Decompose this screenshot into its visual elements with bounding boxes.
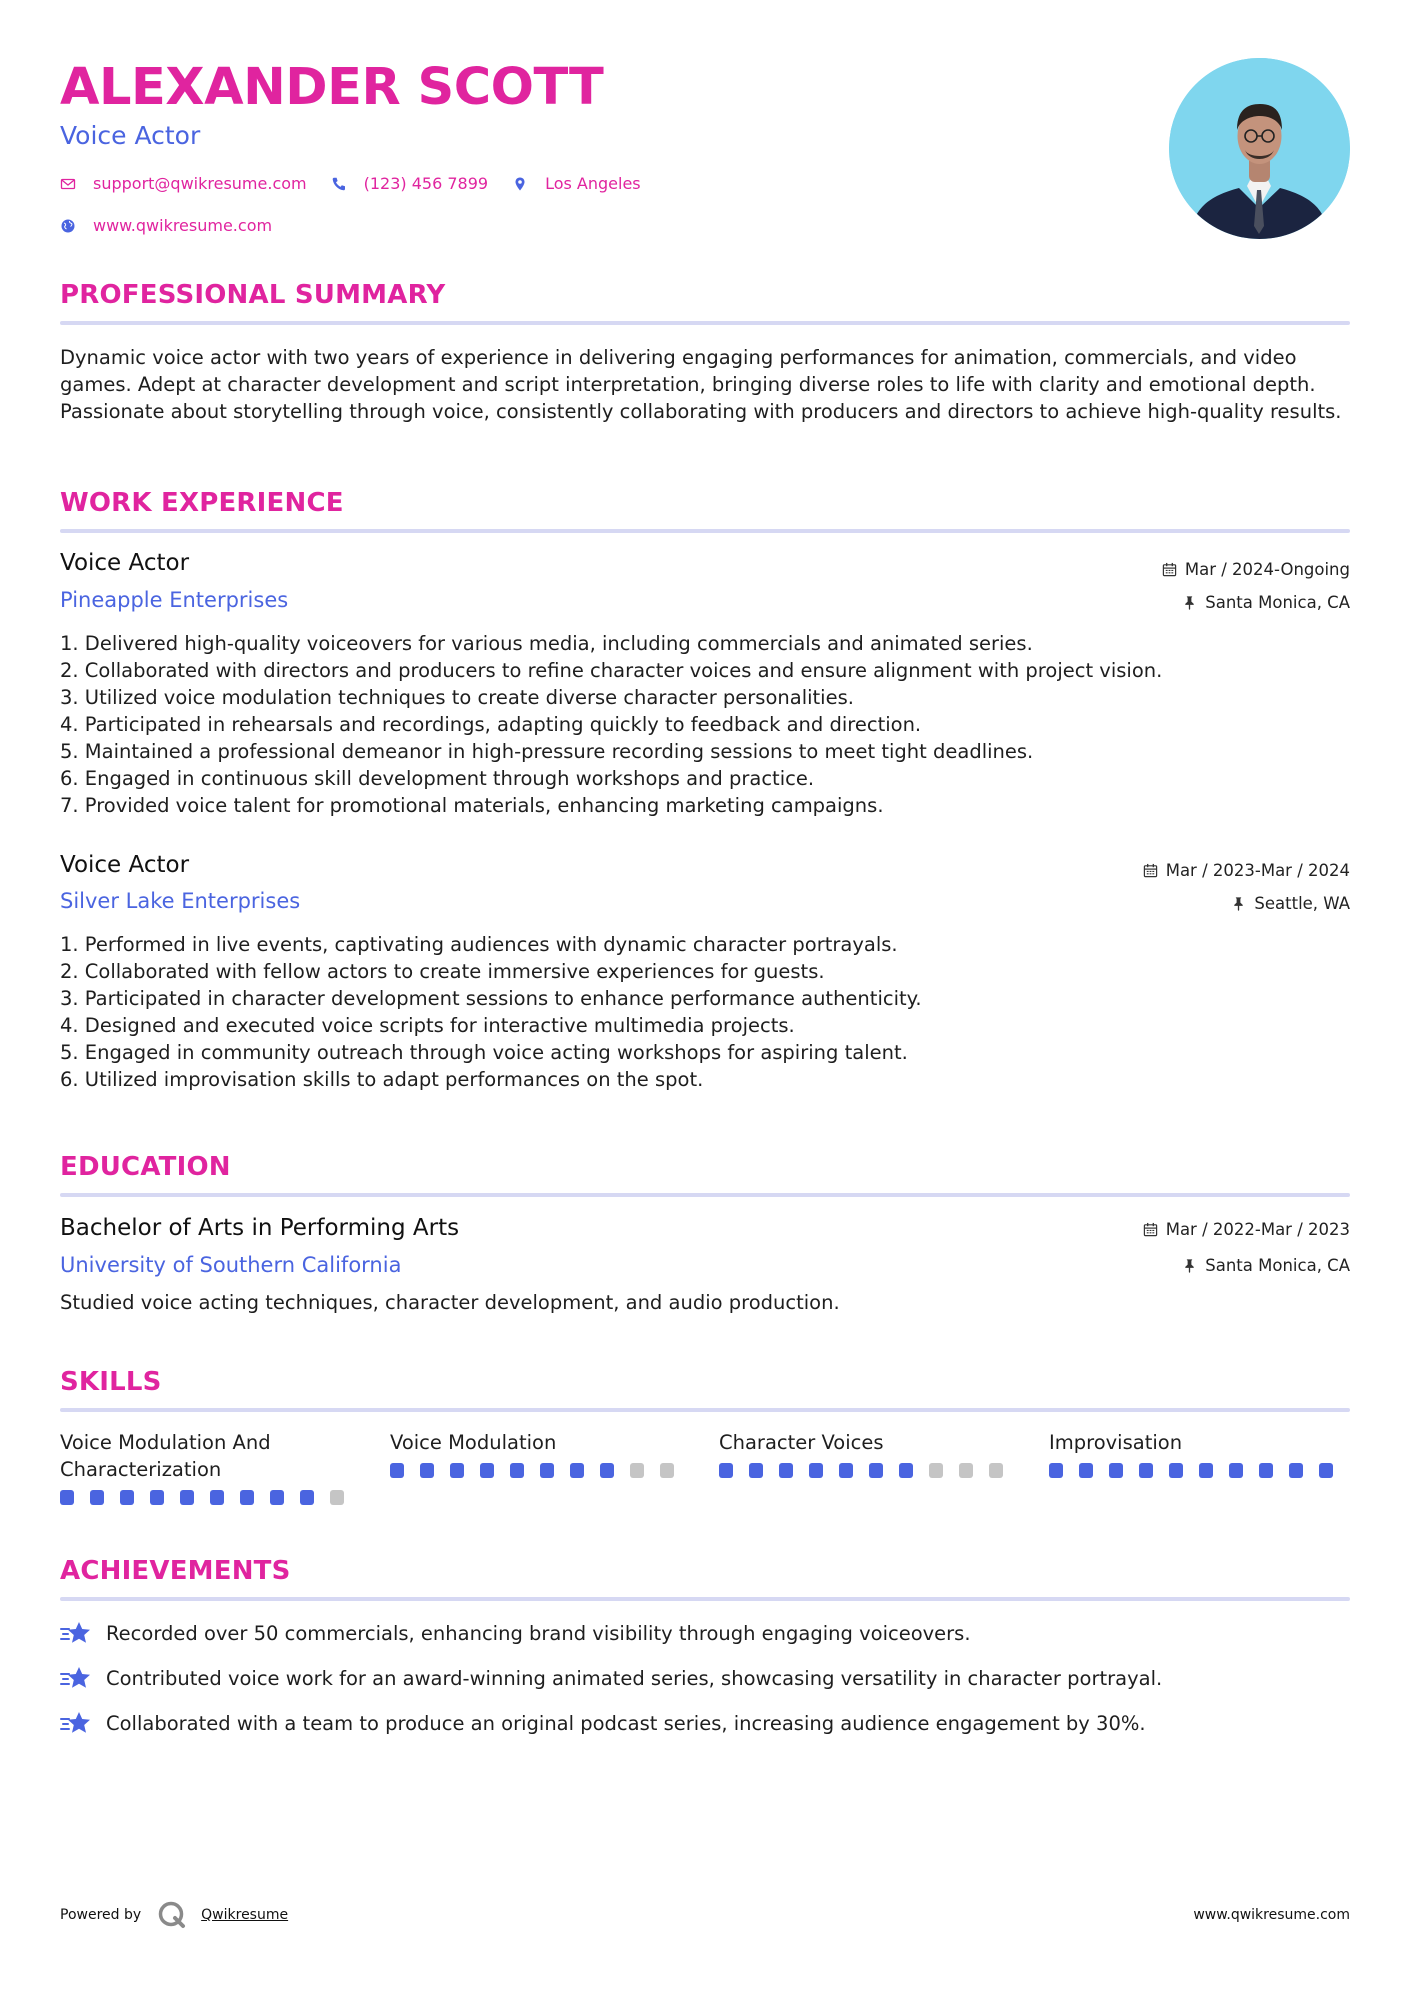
skill-dot-filled (809, 1463, 823, 1478)
skill-dot-filled (1199, 1463, 1213, 1478)
contact-row-1 (60, 174, 665, 193)
skill-item (60, 1429, 360, 1505)
section-title-education: EDUCATION (60, 1152, 231, 1182)
section-divider (60, 321, 1350, 325)
skill-dot-filled (390, 1463, 404, 1478)
job-bullet: 4. Participated in rehearsals and recordings, adapting quickly to feedback and direction. (60, 713, 922, 736)
summary-text: Dynamic voice actor with two years of experience in delivering engaging performances for animation, commercials, and video games. Adept at character development and script interpretation, bringing diverse roles to life with clarity and emotional depth. Passionate about storytelling through voice, consistently collaborating with producers and directors to achieve high-quality results. (60, 346, 1342, 423)
contact-location (512, 174, 641, 193)
calendar-icon (1162, 562, 1177, 577)
skill-dot-filled (839, 1463, 853, 1478)
achievement-text: Contributed voice work for an award-winning animated series, showcasing versatility in character portrayal. (106, 1666, 1163, 1690)
job-location-text: Seattle, WA (1254, 894, 1350, 913)
skill-dot-filled (869, 1463, 883, 1478)
skill-dot-filled (1229, 1463, 1243, 1478)
skill-dot-filled (90, 1490, 104, 1505)
job-bullet: 6. Utilized improvisation skills to adapt performances on the spot. (60, 1068, 704, 1091)
phone-icon (331, 176, 347, 192)
job-date-text: Mar / 2024-Ongoing (1184, 560, 1350, 579)
skill-dot-filled (150, 1490, 164, 1505)
contact-phone[interactable] (331, 174, 488, 193)
skill-dot-filled (1049, 1463, 1063, 1478)
achievement-text: Recorded over 50 commercials, enhancing brand visibility through engaging voiceovers. (106, 1621, 971, 1645)
job-bullets (60, 931, 922, 1093)
skill-dot-filled (420, 1463, 434, 1478)
footer-powered-by (60, 1900, 288, 1930)
achievement-item (60, 1620, 971, 1646)
skill-dot-filled (1169, 1463, 1183, 1478)
education-date-text: Mar / 2022-Mar / 2023 (1165, 1220, 1350, 1239)
skill-dot-filled (270, 1490, 284, 1505)
skill-dot-filled (1079, 1463, 1093, 1478)
section-title-experience: WORK EXPERIENCE (60, 488, 344, 518)
qwikresume-link[interactable]: Qwikresume (201, 1907, 289, 1923)
job-location (1182, 593, 1350, 612)
job-title: Voice Actor (60, 550, 190, 576)
map-pin-icon (512, 176, 528, 192)
job-location (1231, 894, 1350, 913)
skill-dot-filled (1259, 1463, 1273, 1478)
calendar-icon (1143, 863, 1158, 878)
skill-dot-filled (120, 1490, 134, 1505)
calendar-icon (1143, 1222, 1158, 1237)
education-degree: Bachelor of Arts in Performing Arts (60, 1215, 460, 1241)
skill-dot-filled (240, 1490, 254, 1505)
skill-dot-filled (899, 1463, 913, 1478)
skill-rating (60, 1490, 360, 1505)
pushpin-icon (1231, 896, 1246, 911)
pushpin-icon (1182, 1258, 1197, 1273)
contact-website[interactable] (60, 216, 272, 235)
skill-dot-empty (989, 1463, 1003, 1478)
job-bullet: 4. Designed and executed voice scripts for interactive multimedia projects. (60, 1014, 795, 1037)
job-bullets (60, 630, 1162, 819)
section-divider (60, 529, 1350, 533)
contact-email[interactable] (60, 174, 307, 193)
skill-name: Character Voices (719, 1431, 884, 1454)
location-text: Los Angeles (545, 174, 641, 193)
skill-item (390, 1429, 690, 1478)
skill-dot-filled (749, 1463, 763, 1478)
job-title: Voice Actor (60, 852, 190, 878)
education-location-text: Santa Monica, CA (1205, 1256, 1350, 1275)
education-date (1143, 1220, 1350, 1239)
job-company: Pineapple Enterprises (60, 588, 289, 612)
section-title-achievements: ACHIEVEMENTS (60, 1556, 291, 1586)
skill-rating (390, 1463, 690, 1478)
skill-dot-filled (1319, 1463, 1333, 1478)
skill-dot-filled (60, 1490, 74, 1505)
skill-dot-empty (330, 1490, 344, 1505)
skill-rating (1049, 1463, 1349, 1478)
section-title-summary: PROFESSIONAL SUMMARY (60, 280, 446, 310)
job-date (1143, 861, 1350, 880)
skill-dot-filled (540, 1463, 554, 1478)
education-description: Studied voice acting techniques, character development, and audio production. (60, 1291, 840, 1314)
envelope-icon (60, 176, 76, 192)
footer-url[interactable]: www.qwikresume.com (1193, 1907, 1350, 1923)
skill-name: Voice Modulation And (60, 1431, 271, 1454)
job-bullet: 2. Collaborated with directors and producers to refine character voices and ensure alignment with project vision. (60, 659, 1163, 682)
education-school: University of Southern California (60, 1253, 402, 1277)
achievement-item (60, 1710, 1146, 1736)
section-divider (60, 1597, 1350, 1601)
job-bullet: 2. Collaborated with fellow actors to create immersive experiences for guests. (60, 960, 825, 983)
skill-dot-filled (480, 1463, 494, 1478)
skill-item (719, 1429, 1019, 1478)
job-bullet: 5. Engaged in community outreach through voice acting workshops for aspiring talent. (60, 1041, 908, 1064)
skill-name-line2: Characterization (60, 1458, 222, 1481)
section-divider (60, 1193, 1350, 1197)
job-date (1162, 560, 1350, 579)
section-title-skills: SKILLS (60, 1367, 162, 1397)
job-bullet: 1. Delivered high-quality voiceovers for various media, including commercials and animated series. (60, 632, 1033, 655)
skill-name: Voice Modulation (390, 1431, 557, 1454)
skill-dot-filled (210, 1490, 224, 1505)
skill-dot-empty (660, 1463, 674, 1478)
website-text: www.qwikresume.com (93, 216, 273, 235)
job-bullet: 3. Utilized voice modulation techniques to create diverse character personalities. (60, 686, 854, 709)
skill-dot-filled (1139, 1463, 1153, 1478)
star-icon (60, 1665, 92, 1691)
skill-rating (719, 1463, 1019, 1478)
education-location (1182, 1256, 1350, 1275)
profile-photo (1169, 58, 1350, 239)
skill-dot-filled (1289, 1463, 1303, 1478)
star-icon (60, 1710, 92, 1736)
globe-icon (60, 218, 76, 234)
skill-dot-empty (959, 1463, 973, 1478)
skill-dot-filled (1109, 1463, 1123, 1478)
candidate-name: ALEXANDER SCOTT (60, 58, 604, 117)
job-bullet: 5. Maintained a professional demeanor in high-pressure recording sessions to meet tight deadlines. (60, 740, 1034, 763)
contact-row-2 (60, 216, 296, 235)
job-bullet: 7. Provided voice talent for promotional materials, enhancing marketing campaigns. (60, 794, 884, 817)
skill-dot-empty (630, 1463, 644, 1478)
skill-dot-filled (600, 1463, 614, 1478)
section-divider (60, 1408, 1350, 1412)
job-bullet: 6. Engaged in continuous skill development through workshops and practice. (60, 767, 815, 790)
phone-text: (123) 456 7899 (363, 174, 489, 193)
email-text: support@qwikresume.com (93, 174, 307, 193)
skill-dot-filled (180, 1490, 194, 1505)
achievement-text: Collaborated with a team to produce an original podcast series, increasing audience engagement by 30%. (106, 1711, 1146, 1735)
achievement-item (60, 1665, 1162, 1691)
skill-dot-filled (450, 1463, 464, 1478)
skill-dot-filled (779, 1463, 793, 1478)
job-bullet: 1. Performed in live events, captivating audiences with dynamic character portrayals. (60, 933, 898, 956)
star-icon (60, 1620, 92, 1646)
job-date-text: Mar / 2023-Mar / 2024 (1165, 861, 1350, 880)
skill-dot-filled (510, 1463, 524, 1478)
candidate-role: Voice Actor (60, 121, 201, 150)
pushpin-icon (1182, 595, 1197, 610)
skill-dot-filled (300, 1490, 314, 1505)
job-location-text: Santa Monica, CA (1205, 593, 1350, 612)
skill-dot-empty (929, 1463, 943, 1478)
job-company: Silver Lake Enterprises (60, 889, 301, 913)
skill-name: Improvisation (1049, 1431, 1183, 1454)
powered-by-label: Powered by (60, 1907, 142, 1923)
skill-dot-filled (570, 1463, 584, 1478)
job-bullet: 3. Participated in character development sessions to enhance performance authenticity. (60, 987, 922, 1010)
skill-dot-filled (719, 1463, 733, 1478)
qwikresume-logo-icon (157, 1900, 187, 1930)
skill-item (1049, 1429, 1349, 1478)
